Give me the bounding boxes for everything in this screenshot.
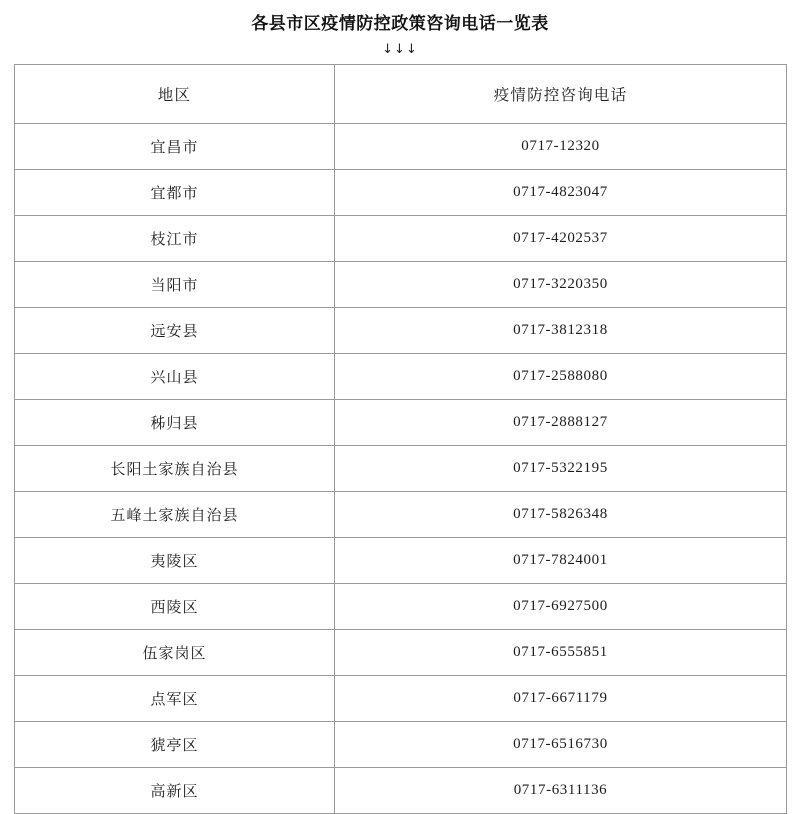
cell-phone: 0717-5826348 xyxy=(335,492,787,538)
cell-region: 枝江市 xyxy=(15,216,335,262)
cell-region: 秭归县 xyxy=(15,400,335,446)
hotline-table xyxy=(14,64,787,814)
cell-phone: 0717-3812318 xyxy=(335,308,787,354)
table-row xyxy=(15,354,787,400)
cell-phone: 0717-6927500 xyxy=(335,584,787,630)
table-row xyxy=(15,492,787,538)
cell-region: 宜昌市 xyxy=(15,124,335,170)
cell-phone: 0717-6555851 xyxy=(335,630,787,676)
cell-region: 猇亭区 xyxy=(15,722,335,768)
cell-region: 当阳市 xyxy=(15,262,335,308)
down-arrows-icon: ↓↓↓ xyxy=(382,42,418,57)
cell-phone: 0717-6311136 xyxy=(335,768,787,814)
column-header-phone: 疫情防控咨询电话 xyxy=(335,65,787,124)
table-body xyxy=(15,124,787,814)
cell-phone: 0717-6516730 xyxy=(335,722,787,768)
cell-phone: 0717-4823047 xyxy=(335,170,787,216)
cell-phone: 0717-3220350 xyxy=(335,262,787,308)
table-header xyxy=(15,65,787,124)
cell-region: 西陵区 xyxy=(15,584,335,630)
table-container xyxy=(0,64,800,814)
table-row xyxy=(15,216,787,262)
table-row xyxy=(15,400,787,446)
cell-region: 高新区 xyxy=(15,768,335,814)
table-row xyxy=(15,676,787,722)
cell-phone: 0717-7824001 xyxy=(335,538,787,584)
table-row xyxy=(15,538,787,584)
cell-region: 长阳土家族自治县 xyxy=(15,446,335,492)
table-row xyxy=(15,446,787,492)
column-header-region: 地区 xyxy=(15,65,335,124)
cell-region: 点军区 xyxy=(15,676,335,722)
cell-phone: 0717-2888127 xyxy=(335,400,787,446)
table-row xyxy=(15,584,787,630)
table-row xyxy=(15,124,787,170)
page-title: 各县市区疫情防控政策咨询电话一览表 xyxy=(251,14,549,33)
cell-region: 宜都市 xyxy=(15,170,335,216)
cell-phone: 0717-6671179 xyxy=(335,676,787,722)
cell-region: 五峰土家族自治县 xyxy=(15,492,335,538)
cell-phone: 0717-5322195 xyxy=(335,446,787,492)
cell-phone: 0717-12320 xyxy=(335,124,787,170)
cell-phone: 0717-4202537 xyxy=(335,216,787,262)
table-row xyxy=(15,722,787,768)
table-row xyxy=(15,308,787,354)
cell-phone: 0717-2588080 xyxy=(335,354,787,400)
table-row xyxy=(15,170,787,216)
table-row xyxy=(15,262,787,308)
cell-region: 兴山县 xyxy=(15,354,335,400)
cell-region: 夷陵区 xyxy=(15,538,335,584)
table-row xyxy=(15,768,787,814)
cell-region: 伍家岗区 xyxy=(15,630,335,676)
table-header-row xyxy=(15,65,787,124)
cell-region: 远安县 xyxy=(15,308,335,354)
table-row xyxy=(15,630,787,676)
